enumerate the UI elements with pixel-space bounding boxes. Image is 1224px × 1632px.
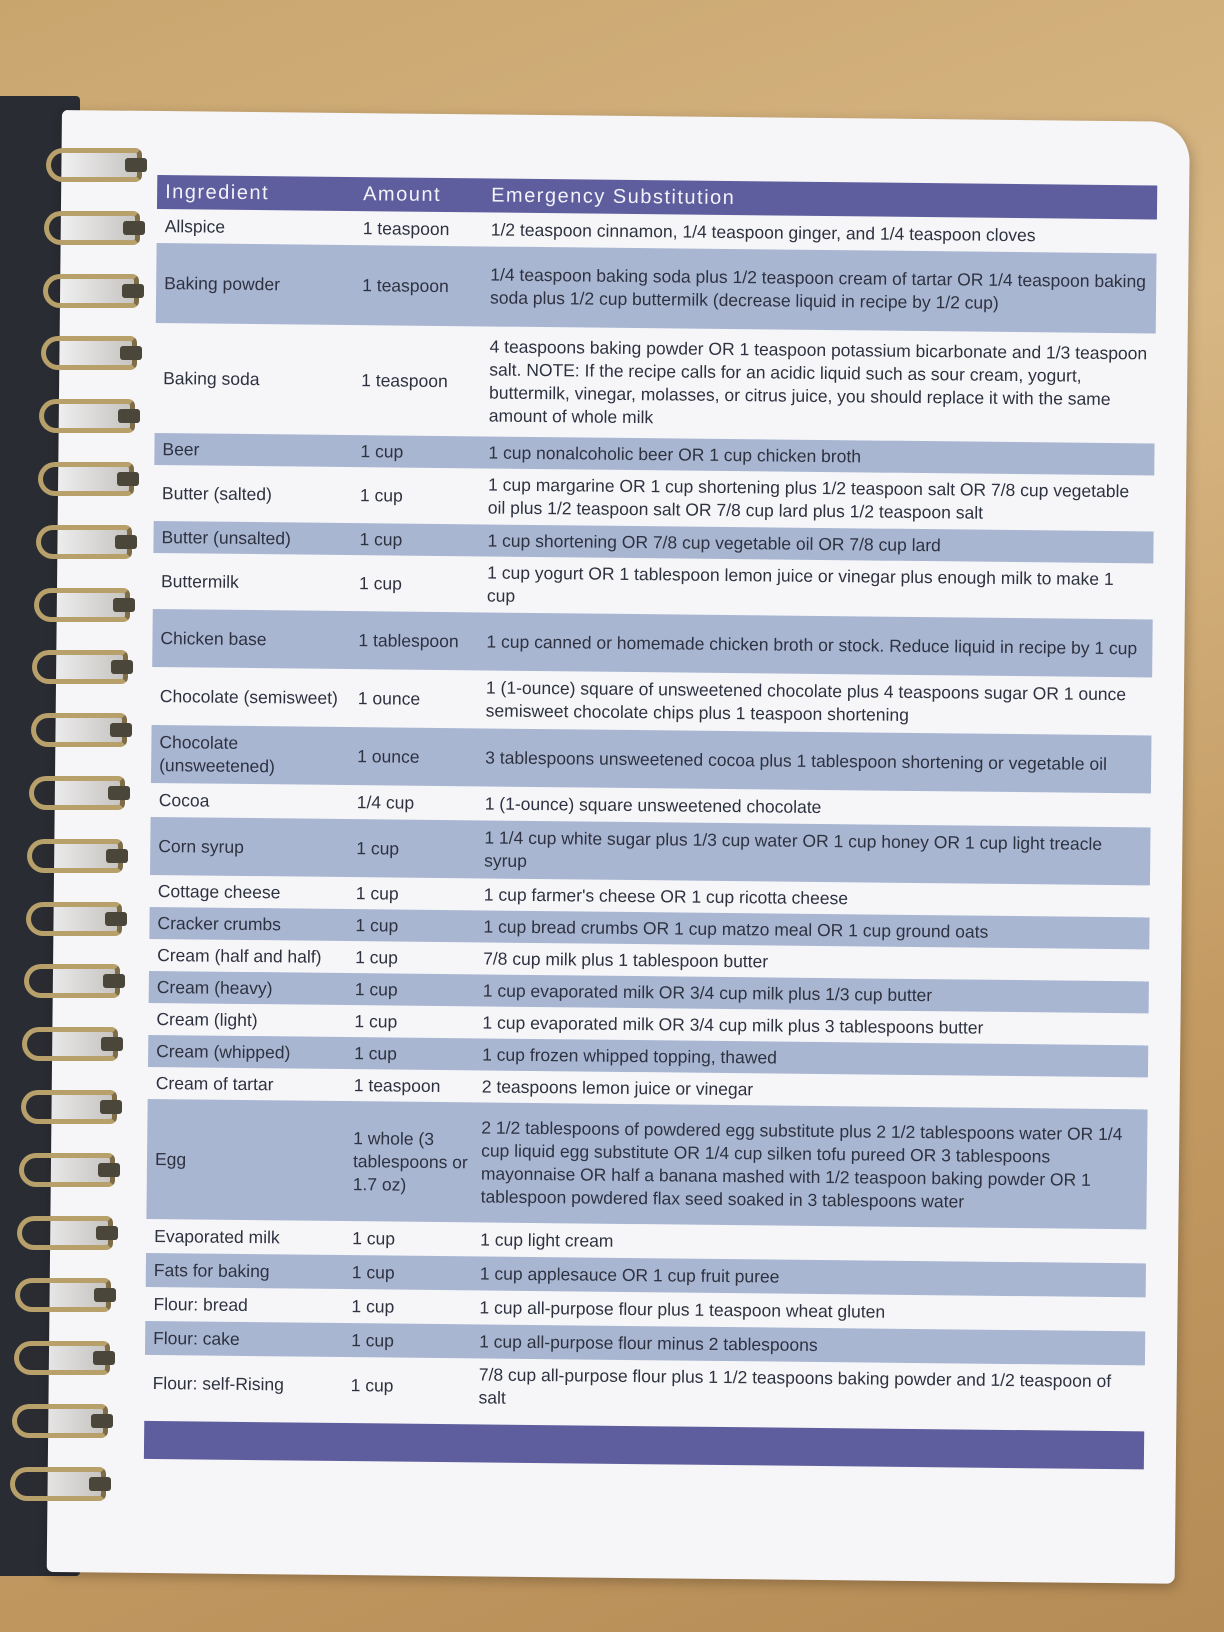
table-row bbox=[154, 465, 1155, 531]
cell-amount: 1 cup bbox=[354, 978, 398, 1000]
cell-amount: 1 cup bbox=[354, 1042, 398, 1064]
binding-ring-icon bbox=[26, 902, 122, 936]
binding-ring-icon bbox=[32, 650, 128, 684]
cell-substitution: 1 cup frozen whipped topping, thawed bbox=[482, 1043, 778, 1068]
cell-ingredient: Flour: self-Rising bbox=[152, 1372, 285, 1394]
binding-ring-icon bbox=[43, 274, 139, 308]
footer-band bbox=[144, 1421, 1144, 1469]
cell-ingredient: Chocolate (semisweet) bbox=[159, 685, 338, 708]
cell-ingredient: Beer bbox=[162, 438, 200, 459]
cell-substitution: 4 teaspoons baking powder OR 1 teaspoon potassium bicarbonate and 1/3 teaspoon salt. NOTE: If the recipe calls for an acidic liquid such as sour cream, yogurt, buttermilk, vinegar, molasses, or citrus juice, you should replace it with the same amount of whole milk bbox=[488, 336, 1148, 428]
cell-substitution: 1 cup all-purpose flour plus 1 teaspoon wheat gluten bbox=[479, 1296, 886, 1322]
table-body bbox=[144, 209, 1157, 1421]
cell-amount: 1 teaspoon bbox=[353, 1074, 441, 1096]
cell-substitution: 3 tablespoons unsweetened cocoa plus 1 tablespoon shortening or vegetable oil bbox=[485, 746, 1108, 774]
table-row bbox=[151, 725, 1152, 793]
cell-substitution: 1 1/4 cup white sugar plus 1/3 cup water OR 1 cup honey OR 1 cup light treacle syrup bbox=[484, 827, 1103, 871]
cell-ingredient: Egg bbox=[154, 1148, 187, 1169]
cell-substitution: 1 (1-ounce) square unsweetened chocolate bbox=[484, 792, 822, 817]
cell-amount: 1 ounce bbox=[357, 687, 421, 709]
cell-amount: 1 cup bbox=[356, 837, 400, 859]
cell-substitution: 1 cup yogurt OR 1 tablespoon lemon juice or vinegar plus enough milk to make 1 cup bbox=[486, 562, 1114, 606]
cell-ingredient: Cream of tartar bbox=[155, 1072, 274, 1094]
binding-ring-icon bbox=[12, 1404, 108, 1438]
cell-ingredient: Butter (unsalted) bbox=[161, 526, 292, 548]
table-row bbox=[153, 553, 1154, 619]
cell-ingredient: Cream (half and half) bbox=[157, 944, 322, 967]
cell-substitution: 1/4 teaspoon baking soda plus 1/2 teaspoon cream of tartar OR 1/4 teaspoon baking soda plus 1/2 cup buttermilk (decrease liquid in recipe by 1/2 cup) bbox=[489, 264, 1147, 313]
cell-substitution: 1 cup evaporated milk OR 3/4 cup milk plus 3 tablespoons butter bbox=[482, 1011, 984, 1038]
cell-ingredient: Flour: cake bbox=[153, 1327, 240, 1349]
cell-substitution: 2 1/2 tablespoons of powdered egg substitute plus 2 1/2 tablespoons water OR 1/4 cup liquid egg substitute OR 1/4 cup silken tofu pureed OR 3 tablespoons mayonnaise OR half a banana mashed with 1/2 teaspoon baking powder OR 1 tablespoon powdered flax seed soaked in 3 tablespoons water bbox=[480, 1117, 1123, 1212]
cell-amount: 1 ounce bbox=[357, 745, 420, 767]
binding-ring-icon bbox=[10, 1467, 106, 1501]
spiral-binding bbox=[0, 0, 150, 1632]
cell-substitution: 1 cup bread crumbs OR 1 cup matzo meal OR 1 cup ground oats bbox=[483, 915, 989, 942]
cell-ingredient: Evaporated milk bbox=[154, 1225, 280, 1247]
cell-substitution: 7/8 cup all-purpose flour plus 1 1/2 teaspoons baking powder and 1/2 teaspoon of salt bbox=[478, 1364, 1112, 1408]
binding-ring-icon bbox=[21, 1090, 117, 1124]
binding-ring-icon bbox=[19, 1153, 115, 1187]
table-row bbox=[152, 609, 1153, 677]
cell-amount: 1 whole (3 tablespoons or 1.7 oz) bbox=[352, 1127, 468, 1195]
binding-ring-icon bbox=[34, 588, 130, 622]
cell-substitution: 2 teaspoons lemon juice or vinegar bbox=[481, 1075, 754, 1099]
binding-ring-icon bbox=[14, 1341, 110, 1375]
cell-ingredient: Cream (light) bbox=[156, 1008, 258, 1030]
cell-amount: 1 teaspoon bbox=[361, 369, 448, 391]
table-row bbox=[156, 243, 1157, 333]
cell-amount: 1 cup bbox=[359, 528, 403, 550]
cell-substitution: 7/8 cup milk plus 1 tablespoon butter bbox=[483, 947, 769, 971]
cell-ingredient: Chicken base bbox=[160, 627, 267, 649]
cell-substitution: 1 cup nonalcoholic beer OR 1 cup chicken broth bbox=[488, 441, 862, 466]
header-substitution: Emergency Substitution bbox=[491, 183, 736, 209]
cell-amount: 1 cup bbox=[351, 1261, 395, 1283]
binding-ring-icon bbox=[44, 211, 140, 245]
cell-amount: 1 cup bbox=[355, 882, 399, 904]
cell-amount: 1 cup bbox=[354, 1010, 398, 1032]
cell-amount: 1 cup bbox=[350, 1374, 394, 1396]
binding-ring-icon bbox=[29, 776, 125, 810]
binding-ring-icon bbox=[36, 525, 132, 559]
cell-amount: 1 cup bbox=[355, 946, 399, 968]
cell-amount: 1 tablespoon bbox=[358, 629, 459, 651]
binding-ring-icon bbox=[31, 713, 127, 747]
cell-ingredient: Corn syrup bbox=[158, 835, 244, 857]
cell-amount: 1 cup bbox=[358, 572, 402, 594]
cell-substitution: 1 cup farmer's cheese OR 1 cup ricotta cheese bbox=[483, 883, 849, 908]
cell-substitution: 1 cup margarine OR 1 cup shortening plus 1/2 teaspoon salt OR 7/8 cup vegetable oil plus 1/2 teaspoon salt OR 7/8 cup lard plus 1/2 teaspoon salt bbox=[487, 474, 1130, 523]
table-row bbox=[155, 323, 1156, 443]
cell-substitution: 1 cup evaporated milk OR 3/4 cup milk plus 1/3 cup butter bbox=[482, 979, 933, 1005]
cell-ingredient: Chocolate (unsweetened) bbox=[159, 732, 276, 777]
cell-ingredient: Buttermilk bbox=[160, 570, 239, 592]
table-row bbox=[146, 1099, 1147, 1229]
cell-ingredient: Allspice bbox=[164, 215, 226, 237]
cell-amount: 1 cup bbox=[352, 1227, 396, 1249]
cell-substitution: 1 cup shortening OR 7/8 cup vegetable oil OR 7/8 cup lard bbox=[487, 529, 941, 555]
cell-ingredient: Butter (salted) bbox=[161, 482, 273, 504]
cell-amount: 1/4 cup bbox=[356, 791, 415, 813]
cell-substitution: 1 cup applesauce OR 1 cup fruit puree bbox=[479, 1262, 780, 1287]
cell-ingredient: Fats for baking bbox=[153, 1259, 270, 1281]
binding-ring-icon bbox=[41, 336, 137, 370]
cell-amount: 1 cup bbox=[355, 914, 399, 936]
binding-ring-icon bbox=[24, 964, 120, 998]
binding-ring-icon bbox=[46, 148, 142, 182]
cell-substitution: 1 cup canned or homemade chicken broth or stock. Reduce liquid in recipe by 1 cup bbox=[486, 630, 1138, 658]
cell-amount: 1 teaspoon bbox=[362, 274, 449, 296]
table-row bbox=[152, 667, 1153, 735]
table-row bbox=[144, 1355, 1145, 1421]
cell-substitution: 1 cup all-purpose flour minus 2 tablespoons bbox=[479, 1330, 818, 1355]
binding-ring-icon bbox=[15, 1278, 111, 1312]
cell-ingredient: Baking powder bbox=[164, 272, 281, 294]
binding-ring-icon bbox=[39, 399, 135, 433]
binding-ring-icon bbox=[22, 1027, 118, 1061]
cell-substitution: 1 cup light cream bbox=[480, 1228, 614, 1251]
header-amount: Amount bbox=[363, 182, 442, 206]
header-ingredient: Ingredient bbox=[165, 180, 270, 204]
cell-substitution: 1/2 teaspoon cinnamon, 1/4 teaspoon ginger, and 1/4 teaspoon cloves bbox=[490, 218, 1036, 245]
binding-ring-icon bbox=[38, 462, 134, 496]
cell-amount: 1 cup bbox=[351, 1329, 395, 1351]
cell-amount: 1 cup bbox=[359, 484, 403, 506]
cell-ingredient: Cocoa bbox=[158, 789, 210, 811]
cell-ingredient: Baking soda bbox=[163, 367, 260, 389]
cell-amount: 1 cup bbox=[360, 440, 404, 462]
cell-ingredient: Cottage cheese bbox=[157, 880, 281, 902]
binding-ring-icon bbox=[17, 1216, 113, 1250]
cell-ingredient: Flour: bread bbox=[153, 1293, 248, 1315]
binding-ring-icon bbox=[27, 839, 123, 873]
cookbook-page bbox=[47, 110, 1190, 1584]
cell-amount: 1 teaspoon bbox=[362, 217, 450, 239]
cell-ingredient: Cream (heavy) bbox=[156, 976, 273, 998]
cell-amount: 1 cup bbox=[351, 1295, 395, 1317]
cell-substitution: 1 (1-ounce) square of unsweetened chocolate plus 4 teaspoons sugar OR 1 ounce semisweet chocolate chips plus 1 teaspoon shortening bbox=[485, 677, 1127, 725]
table-row bbox=[150, 817, 1151, 885]
cell-ingredient: Cracker crumbs bbox=[157, 912, 282, 934]
cell-ingredient: Cream (whipped) bbox=[156, 1040, 291, 1062]
substitution-table bbox=[144, 175, 1157, 1469]
